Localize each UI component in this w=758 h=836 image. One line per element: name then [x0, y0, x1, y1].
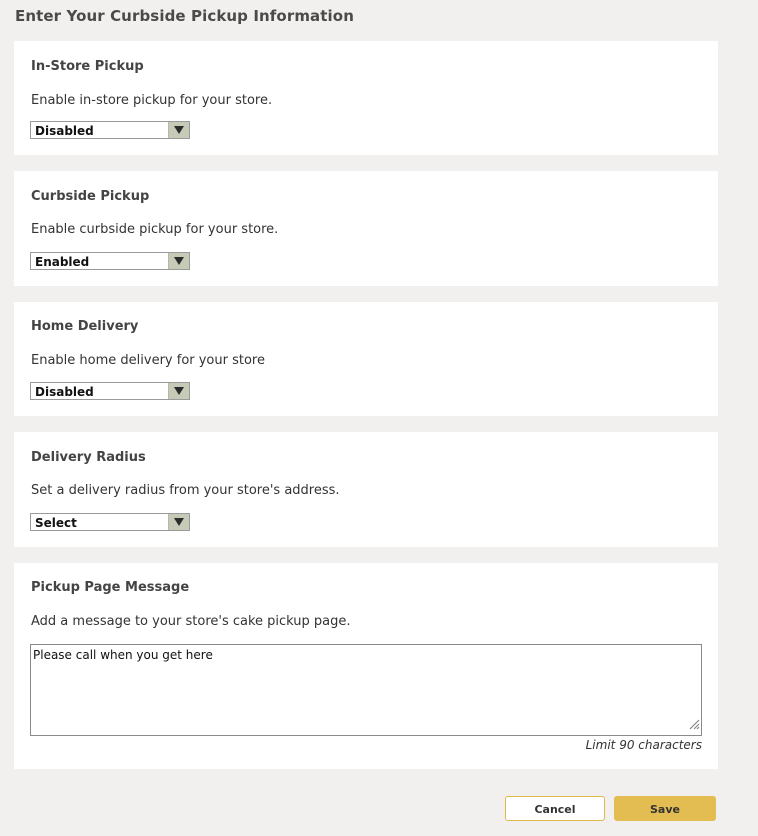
- home-delivery-description: Enable home delivery for your store: [31, 353, 265, 368]
- in-store-pickup-description: Enable in-store pickup for your store.: [31, 93, 273, 108]
- home-delivery-title: Home Delivery: [31, 319, 139, 334]
- dropdown-arrow-icon: [168, 253, 189, 269]
- pickup-message-textarea[interactable]: [30, 644, 702, 736]
- dropdown-arrow-icon: [168, 514, 189, 530]
- cancel-button[interactable]: Cancel: [505, 796, 605, 821]
- delivery-radius-description: Set a delivery radius from your store's address.: [31, 483, 340, 498]
- curbside-pickup-select-value: Enabled: [35, 255, 90, 269]
- save-button[interactable]: Save: [614, 796, 716, 821]
- curbside-pickup-title: Curbside Pickup: [31, 189, 150, 204]
- character-limit-note: Limit 90 characters: [585, 738, 702, 752]
- dropdown-arrow-icon: [168, 383, 189, 399]
- home-delivery-select-value: Disabled: [35, 385, 94, 399]
- in-store-pickup-select[interactable]: [30, 121, 190, 139]
- resize-grip-icon[interactable]: [689, 715, 700, 734]
- home-delivery-select[interactable]: [30, 382, 190, 400]
- dropdown-arrow-icon: [168, 122, 189, 138]
- delivery-radius-title: Delivery Radius: [31, 450, 146, 465]
- pickup-message-textarea-value: Please call when you get here: [33, 648, 213, 662]
- page-title: Enter Your Curbside Pickup Information: [15, 7, 354, 25]
- in-store-pickup-select-value: Disabled: [35, 124, 94, 138]
- home-delivery-card: [14, 302, 718, 416]
- pickup-message-card: [14, 563, 718, 769]
- delivery-radius-select-value: Select: [35, 516, 77, 530]
- curbside-pickup-card: [14, 171, 718, 286]
- in-store-pickup-title: In-Store Pickup: [31, 59, 144, 74]
- curbside-pickup-description: Enable curbside pickup for your store.: [31, 222, 279, 237]
- delivery-radius-card: [14, 432, 718, 547]
- pickup-message-title: Pickup Page Message: [31, 580, 190, 595]
- in-store-pickup-card: [14, 41, 718, 155]
- delivery-radius-select[interactable]: [30, 513, 190, 531]
- curbside-pickup-select[interactable]: [30, 252, 190, 270]
- pickup-message-description: Add a message to your store's cake pickup page.: [31, 614, 351, 629]
